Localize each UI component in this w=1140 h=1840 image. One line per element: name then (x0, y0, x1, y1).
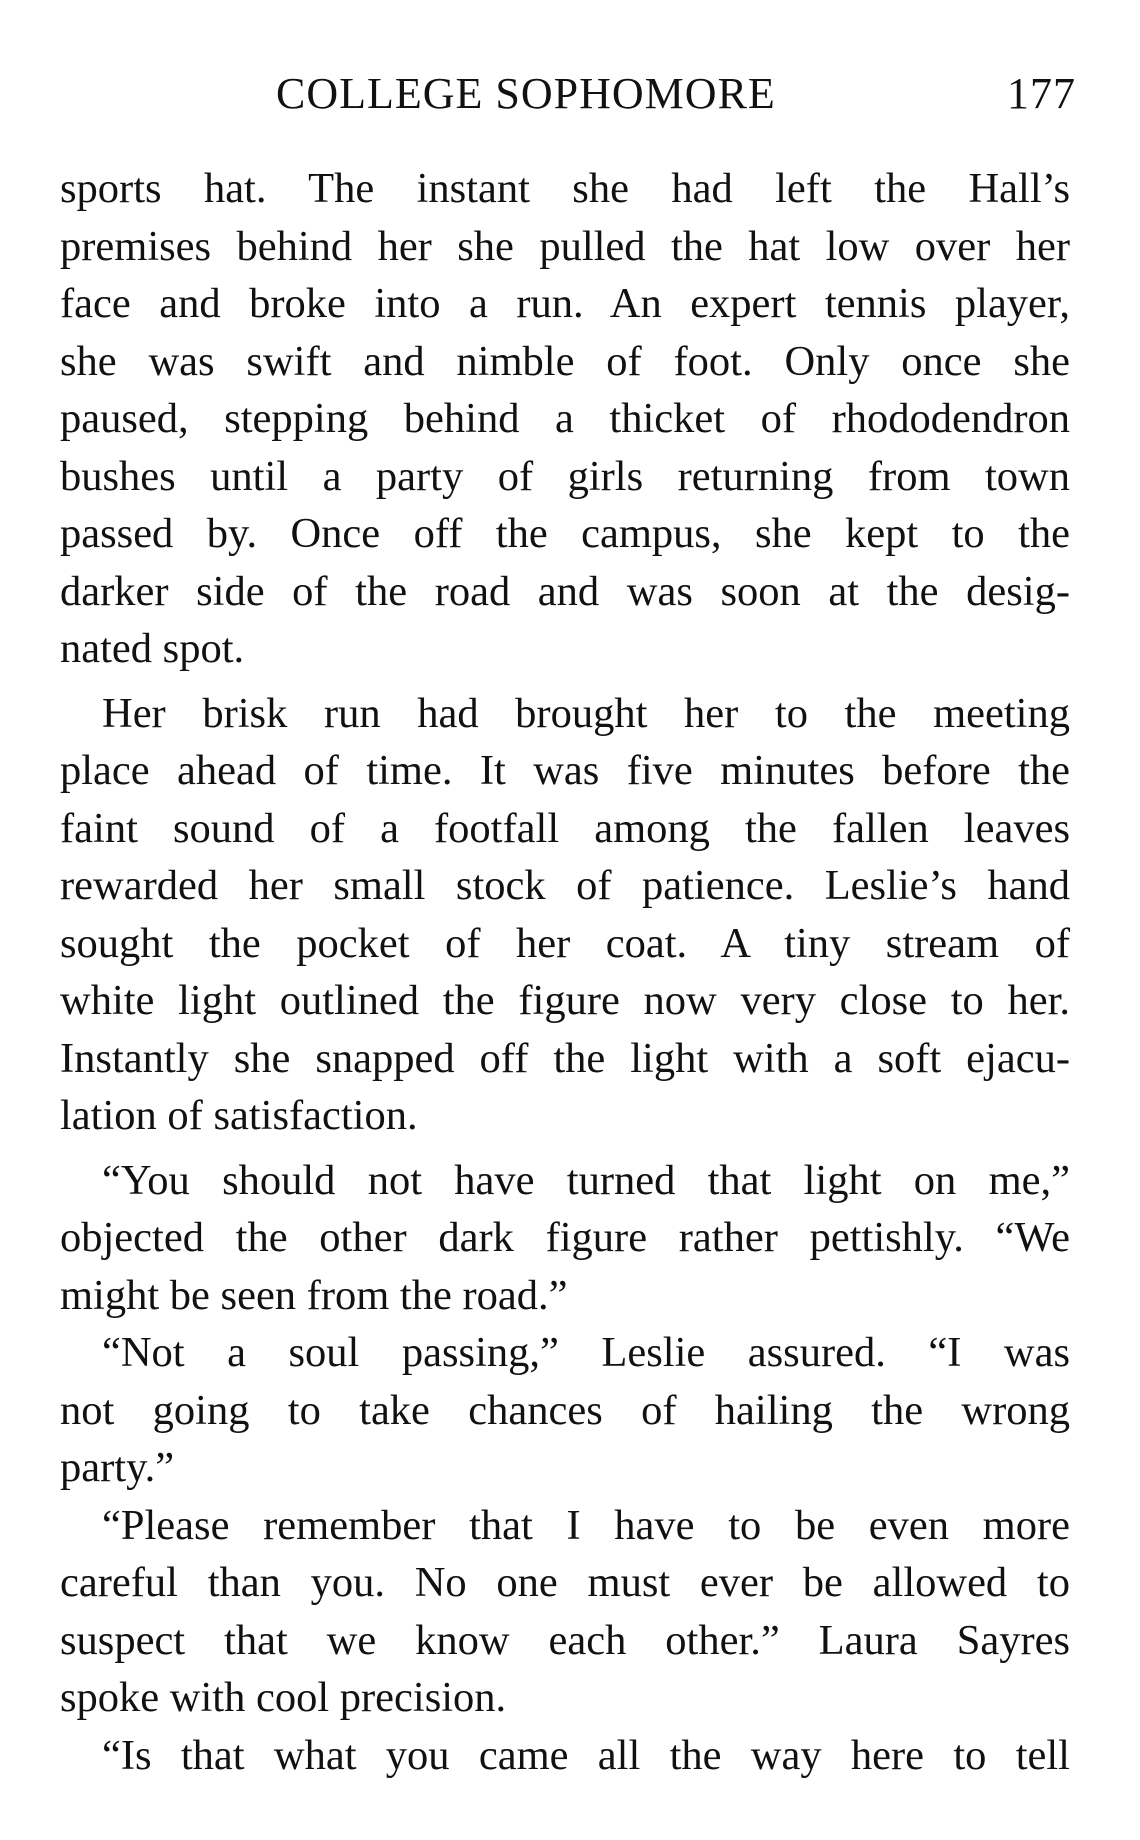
book-page (60, 60, 1076, 1820)
paragraph-gap (60, 678, 1070, 685)
text-line: sports hat. The instant she had left the Hall’s (60, 165, 1070, 212)
paragraph (60, 160, 1070, 678)
text-line: might be seen from the road.” (60, 1271, 568, 1319)
text-line: “Please remember that I have to be even more (102, 1501, 1070, 1549)
text-line: “Is that what you came all the way here to tell (102, 1731, 1070, 1779)
text-line: place ahead of time. It was five minutes before the (60, 747, 1070, 794)
text-line: “Not a soul passing,” Leslie assured. “I was (102, 1329, 1070, 1376)
text-line: face and broke into a run. An expert tennis player, (60, 280, 1070, 327)
text-line: not going to take chances of hailing the wrong (60, 1386, 1070, 1434)
text-line: party.” (60, 1444, 175, 1491)
text-line: premises behind her she pulled the hat low over her (60, 222, 1070, 270)
text-line: rewarded her small stock of patience. Leslie’s hand (60, 862, 1070, 909)
text-line: passed by. Once off the campus, she kept to the (60, 510, 1070, 557)
text-line: darker side of the road and was soon at the desig- (60, 567, 1070, 615)
text-line: paused, stepping behind a thicket of rhododendron (60, 395, 1070, 442)
text-line: Her brisk run had brought her to the meeting (102, 689, 1070, 737)
text-line: white light outlined the figure now very close to her. (60, 977, 1070, 1024)
body-text (60, 160, 1070, 1784)
text-line: careful than you. No one must ever be allowed to (60, 1559, 1070, 1606)
paragraph (60, 685, 1070, 1145)
paragraph (60, 1324, 1070, 1497)
text-line: nated spot. (60, 625, 245, 672)
text-line: Instantly she snapped off the light with a soft ejacu- (60, 1034, 1070, 1082)
page-number: 177 (1007, 69, 1076, 118)
text-line: spoke with cool precision. (60, 1674, 507, 1721)
paragraph-gap (60, 1145, 1070, 1152)
text-line: she was swift and nimble of foot. Only once she (60, 337, 1070, 385)
paragraph (60, 1152, 1070, 1325)
running-title: COLLEGE SOPHOMORE (276, 69, 776, 118)
text-line: lation of satisfaction. (60, 1092, 418, 1139)
paragraph (60, 1727, 1070, 1785)
running-header (60, 60, 1076, 130)
paragraph (60, 1497, 1070, 1727)
text-line: “You should not have turned that light on me,” (102, 1156, 1070, 1204)
text-line: sought the pocket of her coat. A tiny stream of (60, 919, 1070, 967)
text-line: suspect that we know each other.” Laura Sayres (60, 1616, 1070, 1664)
text-line: faint sound of a footfall among the fallen leaves (60, 804, 1070, 852)
text-line: objected the other dark figure rather pettishly. “We (60, 1214, 1070, 1261)
text-line: bushes until a party of girls returning from town (60, 452, 1070, 500)
